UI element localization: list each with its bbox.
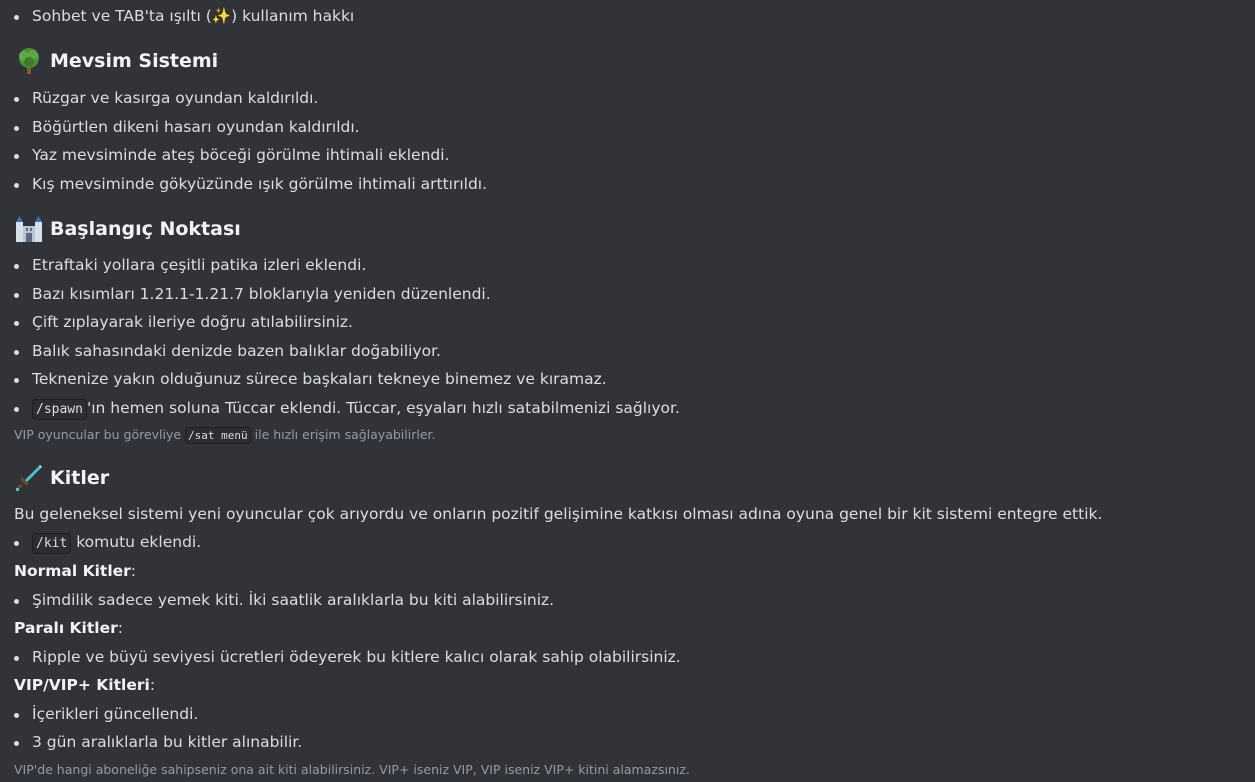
paid-kits-label — [14, 619, 123, 637]
list-item: Bazı kısımları 1.21.1-1.21.7 bloklarıyla yeniden düzenlendi. — [14, 285, 491, 303]
tab-glow-text-pre: Sohbet ve TAB'ta ışıltı ( — [32, 7, 212, 25]
kits-intro: Bu geleneksel sistemi yeni oyuncular çok arıyordu ve onların pozitif gelişimine katkısı olması adına oyuna genel bir kit sistemi entegre ettik. — [14, 505, 1103, 523]
spawn-trader-text: 'ın hemen soluna Tüccar eklendi. Tüccar, eşyaları hızlı satabilmenizi sağlıyor. — [86, 399, 680, 417]
sparkles-icon: ✨ — [211, 7, 232, 25]
paid-kits-title: Paralı Kitler — [14, 619, 118, 637]
castle-icon — [14, 214, 44, 244]
list-item: Teknenize yakın olduğunuz sürece başkaları tekneye binemez ve kıramaz. — [14, 370, 607, 388]
vip-kits-note: VIP'de hangi aboneliğe sahipseniz ona ait kiti alabilirsiniz. VIP+ iseniz VIP, VIP iseniz VIP+ kitini alamazsınız. — [14, 762, 690, 777]
spawn-command: /spawn — [32, 399, 87, 420]
normal-kits-title: Normal Kitler — [14, 562, 131, 580]
list-item: 3 gün aralıklarla bu kitler alınabilir. — [14, 733, 302, 751]
tree-icon — [14, 46, 44, 76]
normal-kits-label — [14, 562, 136, 580]
list-item: Çift zıplayarak ileriye doğru atılabilirsiniz. — [14, 313, 353, 331]
list-item-tab-glow — [14, 7, 354, 25]
sat-menu-command: /sat menü — [185, 427, 251, 444]
vip-note-post: ile hızlı erişim sağlayabilirler. — [250, 427, 436, 442]
sword-icon — [14, 463, 44, 493]
colon: : — [117, 619, 123, 637]
section-heading-season — [14, 46, 218, 76]
colon: : — [130, 562, 137, 580]
section-title: Mevsim Sistemi — [50, 50, 219, 72]
list-item: Ripple ve büyü seviyesi ücretleri ödeyerek bu kitlere kalıcı olarak sahip olabilirsiniz. — [14, 648, 681, 666]
list-item: Kış mevsiminde gökyüzünde ışık görülme ihtimali arttırıldı. — [14, 175, 487, 193]
list-item: Böğürtlen dikeni hasarı oyundan kaldırıldı. — [14, 118, 360, 136]
list-item: İçerikleri güncellendi. — [14, 705, 198, 723]
vip-note-pre: VIP oyuncular bu görevliye — [14, 427, 186, 442]
tab-glow-text-post: ) kullanım hakkı — [231, 7, 355, 25]
list-item: Etraftaki yollara çeşitli patika izleri eklendi. — [14, 256, 366, 274]
list-item-kit-command — [14, 533, 201, 551]
list-item: Rüzgar ve kasırga oyundan kaldırıldı. — [14, 89, 318, 107]
list-item: Yaz mevsiminde ateş böceği görülme ihtimali eklendi. — [14, 146, 449, 164]
list-item-spawn-trader — [14, 399, 680, 417]
vip-kits-title: VIP/VIP+ Kitleri — [14, 676, 150, 694]
section-heading-spawn — [14, 214, 241, 244]
list-item: Şimdilik sadece yemek kiti. İki saatlik aralıklarla bu kiti alabilirsiniz. — [14, 591, 554, 609]
list-item: Balık sahasındaki denizde bazen balıklar doğabiliyor. — [14, 342, 441, 360]
colon: : — [149, 676, 156, 694]
kit-command: /kit — [32, 533, 71, 554]
section-heading-kits — [14, 463, 109, 493]
section-title: Başlangıç Noktası — [50, 218, 241, 240]
vip-note — [14, 427, 436, 442]
vip-kits-label — [14, 676, 155, 694]
kit-command-text: komutu eklendi. — [71, 533, 202, 551]
section-title: Kitler — [50, 467, 110, 489]
